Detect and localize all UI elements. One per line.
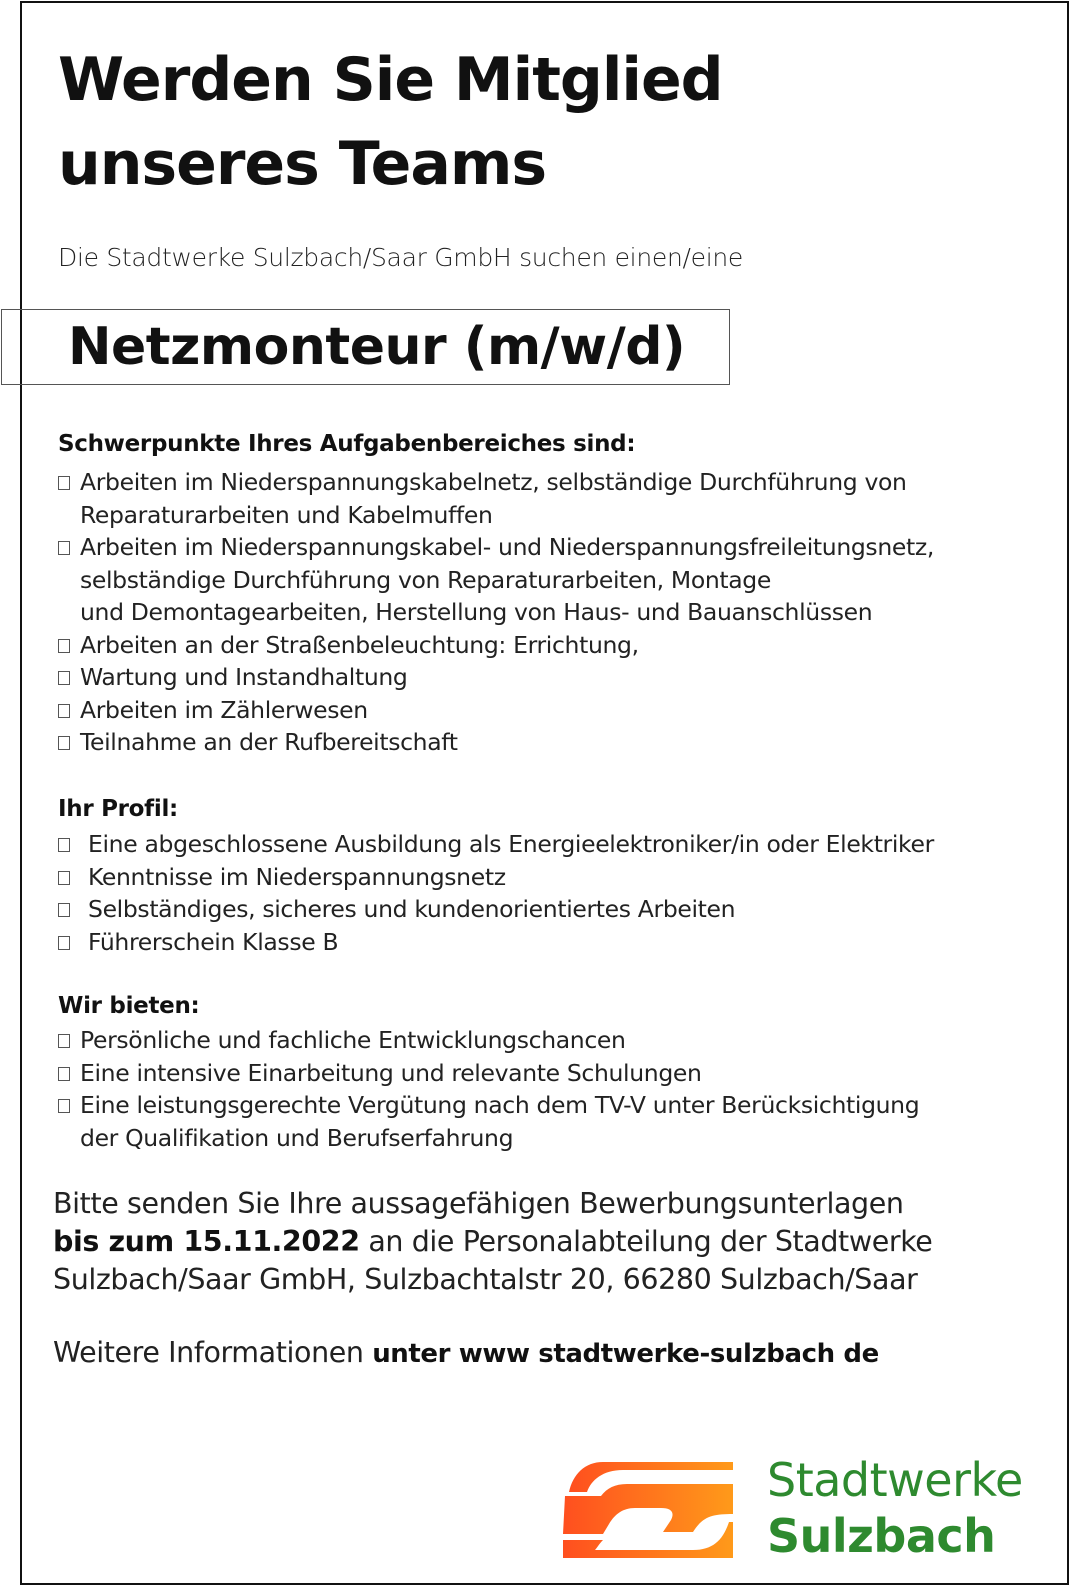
tasks-list	[58, 466, 934, 759]
checkbox-bullet-icon	[58, 936, 70, 950]
list-item: Wartung und Instandhaltung	[58, 661, 934, 694]
brand-line-2: Sulzbach	[767, 1509, 996, 1563]
more-info: Weitere Informationen unter www stadtwerke-sulzbach de	[53, 1336, 879, 1369]
list-item: Teilnahme an der Rufbereitschaft	[58, 726, 934, 759]
list-item: Persönliche und fachliche Entwicklungschancen	[58, 1024, 919, 1057]
profile-heading: Ihr Profil:	[58, 796, 178, 822]
checkbox-bullet-icon	[58, 736, 70, 750]
tasks-heading: Schwerpunkte Ihres Aufgabenbereiches sind:	[58, 431, 636, 457]
checkbox-bullet-icon	[58, 871, 70, 885]
list-item: Eine intensive Einarbeitung und relevante Schulungen	[58, 1057, 919, 1090]
offer-list	[58, 1024, 919, 1154]
checkbox-bullet-icon	[58, 1099, 70, 1113]
profile-list	[58, 828, 934, 958]
application-text: Bitte senden Sie Ihre aussagefähigen Bewerbungsunterlagen bis zum 15.11.2022 an die Personalabteilung der Stadtwerke Sulzbach/Saar GmbH, Sulzbachtalstr 20, 66280 Sulzbach/Saar	[53, 1187, 933, 1296]
checkbox-bullet-icon	[58, 541, 70, 555]
checkbox-bullet-icon	[58, 639, 70, 653]
offer-heading: Wir bieten:	[58, 993, 200, 1019]
list-item: Arbeiten im Niederspannungskabel- und Niederspannungsfreileitungsnetz, selbständige Durchführung von Reparaturarbeiten, Montage und Demontagearbeiten, Herstellung von Haus- und Bauanschlüssen	[58, 531, 934, 629]
checkbox-bullet-icon	[58, 1034, 70, 1048]
brand-line-1: Stadtwerke	[767, 1453, 1023, 1507]
headline-line-1: Werden Sie Mitglied	[58, 45, 723, 115]
checkbox-bullet-icon	[58, 838, 70, 852]
headline-line-2: unseres Teams	[58, 129, 547, 199]
list-item: Arbeiten an der Straßenbeleuchtung: Errichtung,	[58, 629, 934, 662]
stadtwerke-logo-icon	[563, 1462, 733, 1558]
job-title: Netzmonteur (m/w/d)	[68, 317, 686, 377]
brand-wordmark	[767, 1452, 1023, 1564]
list-item: Arbeiten im Zählerwesen	[58, 694, 934, 727]
list-item: Eine leistungsgerechte Vergütung nach dem TV-V unter Berücksichtigung der Qualifikation und Berufserfahrung	[58, 1089, 919, 1154]
list-item: Kenntnisse im Niederspannungsnetz	[58, 861, 934, 894]
list-item: Arbeiten im Niederspannungskabelnetz, selbständige Durchführung von Reparaturarbeiten und Kabelmuffen	[58, 466, 934, 531]
list-item: Selbständiges, sicheres und kundenorientiertes Arbeiten	[58, 893, 934, 926]
logo-middle-band	[563, 1484, 733, 1534]
intro-text: Die Stadtwerke Sulzbach/Saar GmbH suchen einen/eine	[58, 243, 743, 272]
list-item: Eine abgeschlossene Ausbildung als Energieelektroniker/in oder Elektriker	[58, 828, 934, 861]
website-link[interactable]: unter www stadtwerke-sulzbach de	[372, 1339, 879, 1369]
application-deadline: bis zum 15.11.2022	[53, 1225, 360, 1258]
checkbox-bullet-icon	[58, 1067, 70, 1081]
headline	[58, 38, 723, 206]
checkbox-bullet-icon	[58, 704, 70, 718]
list-item: Führerschein Klasse B	[58, 926, 934, 959]
checkbox-bullet-icon	[58, 903, 70, 917]
checkbox-bullet-icon	[58, 476, 70, 490]
checkbox-bullet-icon	[58, 671, 70, 685]
